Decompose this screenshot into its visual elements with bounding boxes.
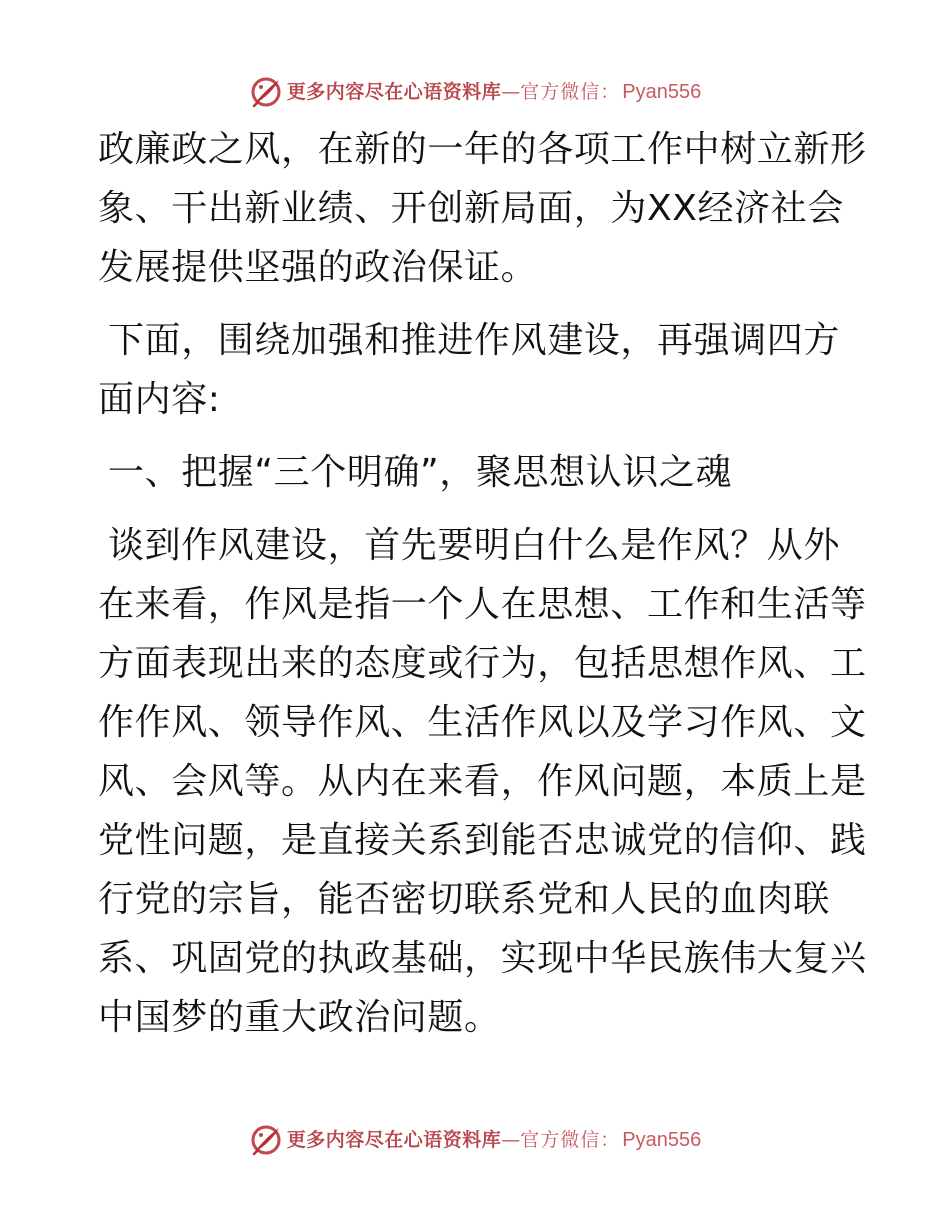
banner-main-text: 更多内容尽在心语资料库 — [286, 81, 502, 103]
paragraph-2: 下面，围绕加强和推进作风建设，再强调四方面内容: — [98, 320, 841, 420]
banner-text — [287, 1128, 702, 1152]
banner-dash: — — [501, 1129, 521, 1151]
banner-text — [287, 80, 702, 104]
banner-wechat-id: Pyan556 — [622, 81, 702, 103]
footer-watermark-banner — [0, 1120, 950, 1160]
banner-wechat-id: Pyan556 — [622, 1129, 702, 1151]
feather-pen-logo-icon — [249, 1123, 283, 1157]
section-heading-1: 一、把握“三个明确”，聚思想认识之魂 — [108, 452, 733, 493]
header-watermark-banner — [0, 72, 950, 112]
banner-official-wechat-label: 官方微信： — [520, 1129, 621, 1151]
document-body — [98, 120, 868, 1047]
banner-dash: — — [501, 81, 521, 103]
banner-main-text: 更多内容尽在心语资料库 — [286, 1129, 502, 1151]
paragraph-1: 政廉政之风，在新的一年的各项工作中树立新形象、干出新业绩、开创新局面，为XX经济社会发展提供坚强的政治保证。 — [98, 129, 867, 288]
feather-pen-logo-icon — [249, 75, 283, 109]
banner-official-wechat-label: 官方微信： — [520, 81, 621, 103]
paragraph-3: 谈到作风建设，首先要明白什么是作风？从外在来看，作风是指一个人在思想、工作和生活等方面表现出来的态度或行为，包括思想作风、工作作风、领导作风、生活作风以及学习作风、文风、会风等。从内在来看，作风问题，本质上是党性问题，是直接关系到能否忠诚党的信仰、践行党的宗旨，能否密切联系党和人民的血肉联系、巩固党的执政基础，实现中华民族伟大复兴中国梦的重大政治问题。 — [98, 525, 867, 1038]
